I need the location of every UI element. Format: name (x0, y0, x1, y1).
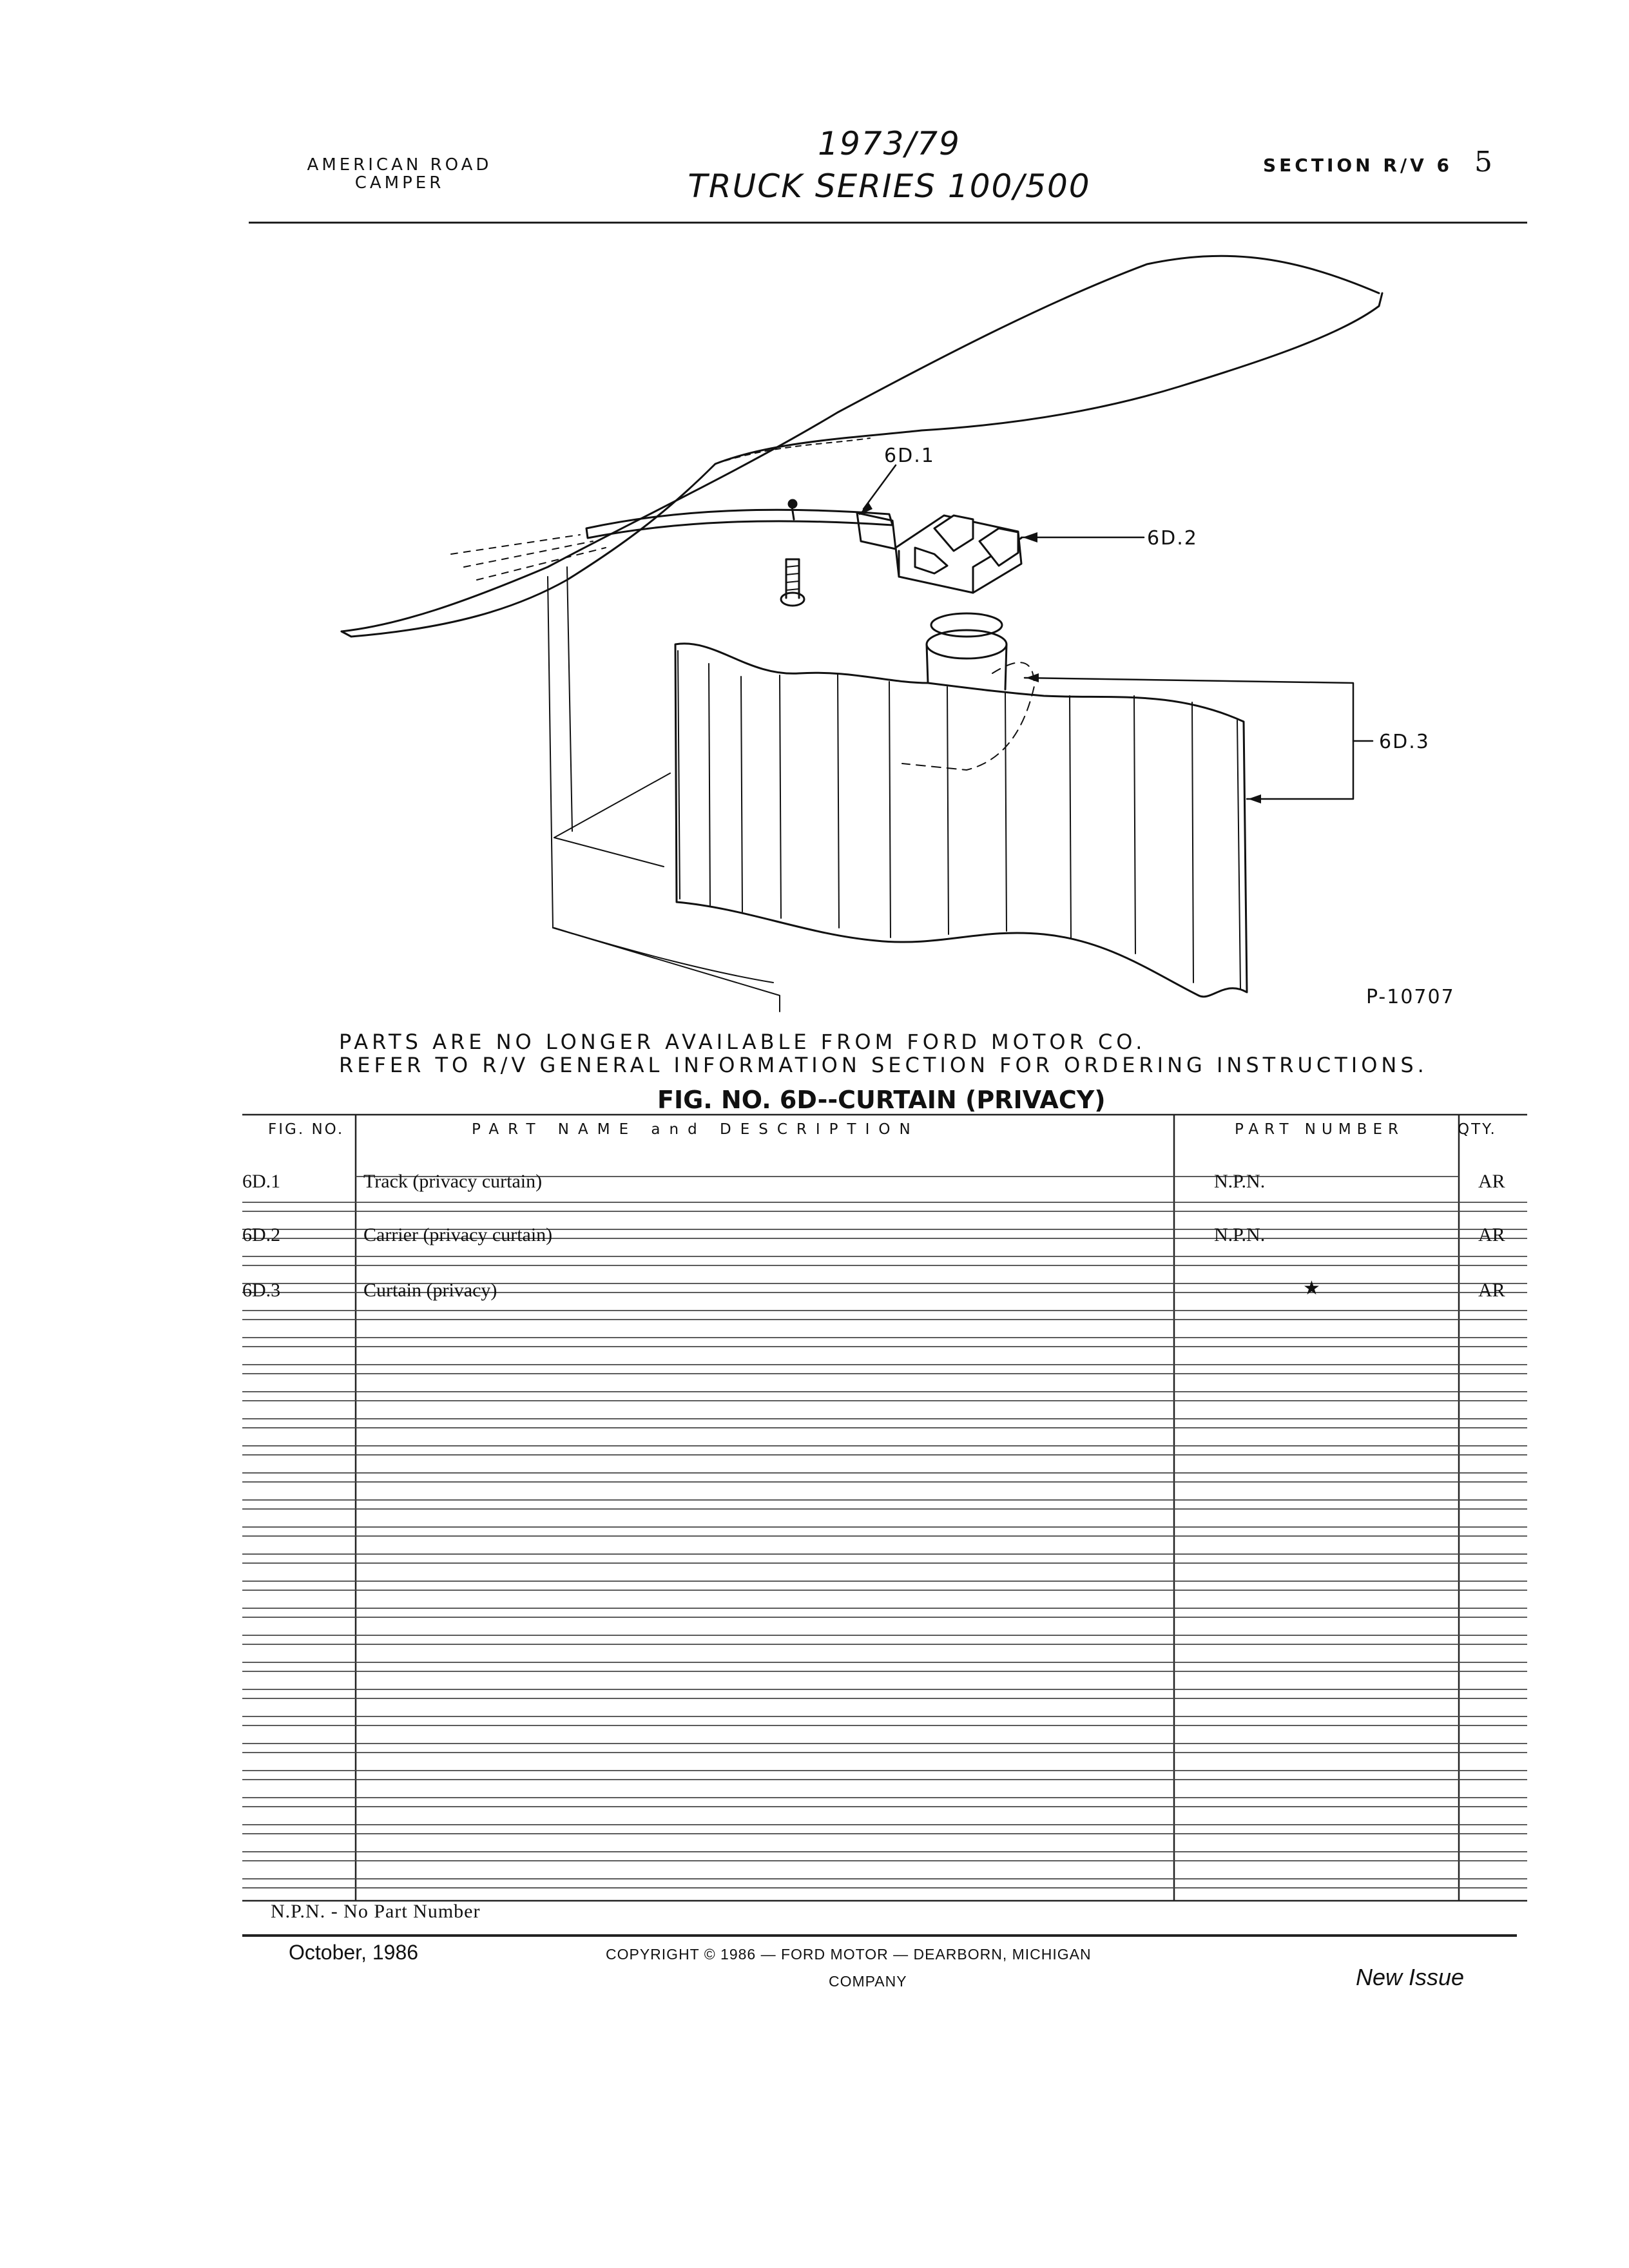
callout-6d3: 6D.3 (1379, 731, 1430, 753)
callout-6d1: 6D.1 (884, 445, 935, 467)
part-number-cell: N.P.N. (1214, 1171, 1266, 1192)
part-number-cell: N.P.N. (1214, 1224, 1266, 1245)
fig-no-cell: 6D.1 (242, 1171, 281, 1192)
issue-status: New Issue (1356, 1964, 1465, 1990)
column-header-part-number: PART NUMBER (1235, 1121, 1404, 1138)
qty-cell: AR (1478, 1171, 1505, 1192)
part-number-cell: ★ (1303, 1278, 1320, 1299)
description-cell: Track (privacy curtain) (363, 1171, 543, 1192)
availability-notice: PARTS ARE NO LONGER AVAILABLE FROM FORD MOTOR CO. (339, 1030, 1146, 1054)
page-number: 5 (1474, 146, 1492, 178)
fig-no-cell: 6D.2 (242, 1224, 281, 1245)
copyright-notice: COPYRIGHT © 1986 — FORD MOTOR — DEARBORN, MICHIGAN (606, 1946, 1092, 1963)
qty-cell: AR (1478, 1224, 1505, 1245)
description-cell: Curtain (privacy) (363, 1280, 497, 1301)
issue-date: October, 1986 (289, 1941, 419, 1964)
callout-6d2: 6D.2 (1147, 527, 1198, 550)
ordering-instructions: REFER TO R/V GENERAL INFORMATION SECTION FOR ORDERING INSTRUCTIONS. (339, 1053, 1428, 1077)
figure-title: FIG. NO. 6D--CURTAIN (PRIVACY) (657, 1086, 1106, 1114)
year-range: 1973/79 (818, 125, 961, 162)
qty-cell: AR (1478, 1280, 1505, 1301)
column-header-qty: QTY. (1458, 1121, 1497, 1138)
description-cell: Carrier (privacy curtain) (363, 1224, 553, 1245)
column-header-fig-no: FIG. NO. (268, 1121, 345, 1138)
section-label: SECTION R/V 6 (1263, 155, 1453, 176)
publisher-line-2: CAMPER (354, 173, 445, 193)
plate-id: P-10707 (1366, 986, 1455, 1008)
copyright-company: COMPANY (829, 1973, 907, 1990)
publisher-line-1: AMERICAN ROAD (307, 155, 492, 175)
truck-series: TRUCK SERIES 100/500 (688, 168, 1091, 205)
npn-footnote: N.P.N. - No Part Number (271, 1901, 481, 1922)
fig-no-cell: 6D.3 (242, 1280, 281, 1301)
column-header-part-name: PART NAME and DESCRIPTION (472, 1121, 920, 1138)
